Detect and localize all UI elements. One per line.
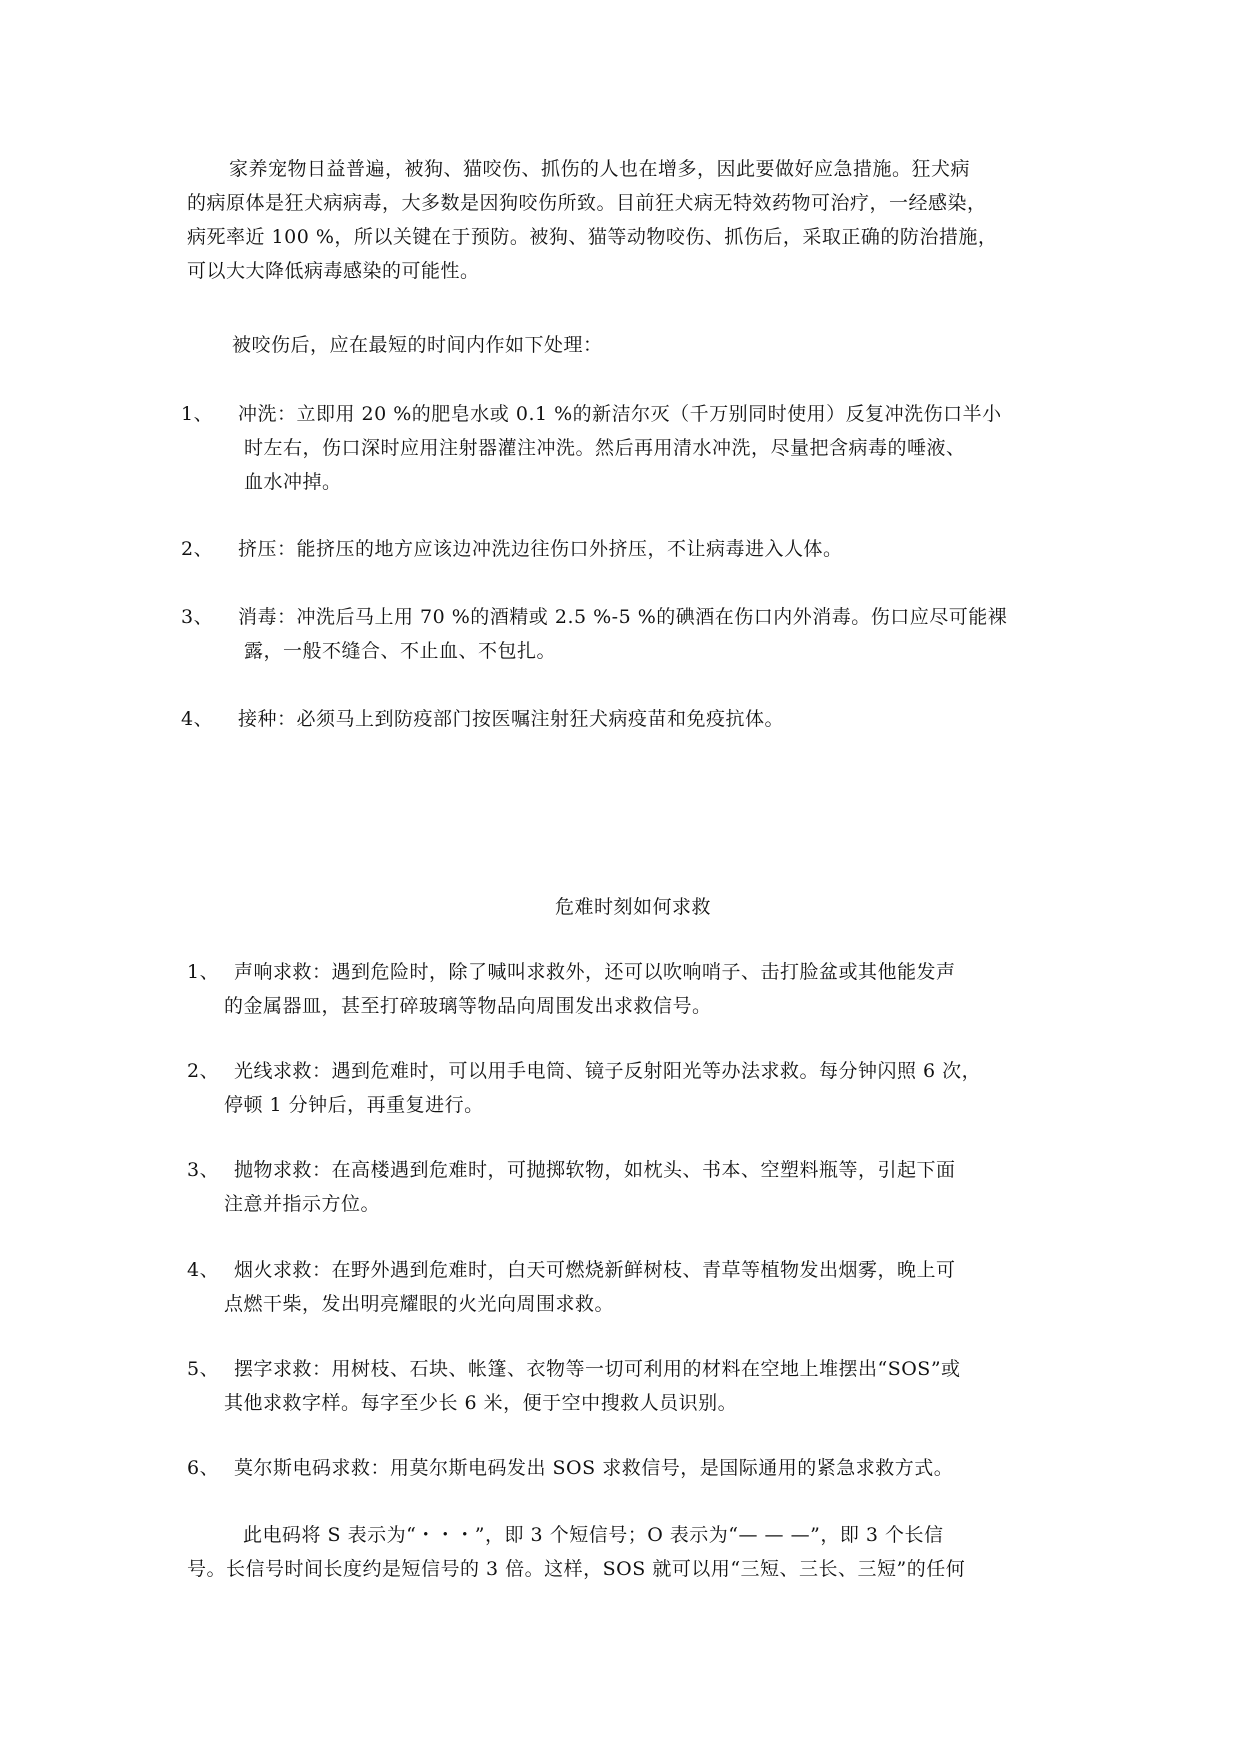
- item-text: [224, 1054, 982, 1122]
- rescue-item-3: [187, 1153, 1087, 1225]
- item-text: [224, 1253, 956, 1321]
- item-line: 烟火求救：在野外遇到危难时，白天可燃烧新鲜树枝、青草等植物发出烟雾，晚上可: [234, 1259, 956, 1281]
- item-text: [224, 1352, 961, 1420]
- after-bite-line: 被咬伤后，应在最短的时间内作如下处理：: [232, 334, 603, 356]
- intro-line: 家养宠物日益普遍，被狗、猫咬伤、抓伤的人也在增多，因此要做好应急措施。狂犬病: [229, 158, 971, 180]
- intro-line: 的病原体是狂犬病病毒，大多数是因狗咬伤所致。目前狂犬病无特效药物可治疗，一经感染，: [187, 192, 987, 214]
- bite-step-4: [181, 702, 1081, 742]
- item-line: 停顿 1 分钟后，再重复进行。: [224, 1094, 484, 1116]
- item-number: 6、: [187, 1457, 220, 1479]
- step-text: [238, 702, 784, 736]
- item-line: 声响求救：遇到危险时，除了喊叫求救外，还可以吹响哨子、击打脸盆或其他能发声: [234, 961, 956, 983]
- item-number: 1、: [187, 961, 220, 983]
- rescue-item-1: [187, 955, 1087, 1027]
- step-text: [238, 600, 1007, 668]
- rescue-item-6: [187, 1451, 1087, 1491]
- step-line: 挤压：能挤压的地方应该边冲洗边往伤口外挤压，不让病毒进入人体。: [238, 538, 843, 560]
- intro-line: 可以大大降低病毒感染的可能性。: [187, 260, 480, 282]
- item-line: 抛物求救：在高楼遇到危难时，可抛掷软物，如枕头、书本、空塑料瓶等，引起下面: [234, 1159, 956, 1181]
- step-number: 3、: [181, 606, 214, 628]
- item-line: 光线求救：遇到危难时，可以用手电筒、镜子反射阳光等办法求救。每分钟闪照 6 次，: [234, 1060, 982, 1082]
- item-text: [234, 1451, 953, 1485]
- step-line: 时左右，伤口深时应用注射器灌注冲洗。然后再用清水冲洗，尽量把含病毒的唾液、: [244, 437, 966, 459]
- bite-step-2: [181, 532, 1081, 572]
- item-number: 4、: [187, 1259, 220, 1281]
- morse-line: 号。长信号时间长度约是短信号的 3 倍。这样，SOS 就可以用“三短、三长、三短”的任何: [187, 1558, 966, 1580]
- step-number: 4、: [181, 708, 214, 730]
- intro-line: 病死率近 100 %，所以关键在于预防。被狗、猫等动物咬伤、抓伤后，采取正确的防治措施，: [187, 226, 998, 248]
- bite-step-3: [181, 600, 1081, 672]
- item-number: 3、: [187, 1159, 220, 1181]
- item-line: 注意并指示方位。: [224, 1193, 381, 1215]
- item-text: [224, 1153, 956, 1221]
- item-line: 的金属器皿，甚至打碎玻璃等物品向周围发出求救信号。: [224, 995, 712, 1017]
- item-number: 5、: [187, 1358, 220, 1380]
- after-bite-text: [232, 328, 603, 362]
- rescue-item-5: [187, 1352, 1087, 1424]
- item-line: 其他求救字样。每字至少长 6 米，便于空中搜救人员识别。: [224, 1392, 738, 1414]
- step-line: 冲洗：立即用 20 %的肥皂水或 0.1 %的新洁尔灭（千万别同时使用）反复冲洗伤口半小: [238, 403, 1002, 425]
- step-number: 2、: [181, 538, 214, 560]
- morse-paragraph: [187, 1518, 965, 1586]
- step-text: [238, 532, 843, 566]
- step-number: 1、: [181, 403, 214, 425]
- rescue-item-4: [187, 1253, 1087, 1325]
- step-line: 接种：必须马上到防疫部门按医嘱注射狂犬病疫苗和免疫抗体。: [238, 708, 785, 730]
- item-text: [224, 955, 956, 1023]
- step-line: 露，一般不缝合、不止血、不包扎。: [244, 640, 557, 662]
- step-line: 血水冲掉。: [244, 471, 342, 493]
- rescue-item-2: [187, 1054, 1087, 1126]
- item-number: 2、: [187, 1060, 220, 1082]
- step-line: 消毒：冲洗后马上用 70 %的酒精或 2.5 %-5 %的碘酒在伤口内外消毒。伤口应尽可能裸: [238, 606, 1008, 628]
- item-line: 摆字求救：用树枝、石块、帐篷、衣物等一切可利用的材料在空地上堆摆出“SOS”或: [234, 1358, 961, 1380]
- morse-line: 此电码将 S 表示为“・・・”，即 3 个短信号；O 表示为“— — —”，即 3 个长信: [243, 1524, 944, 1546]
- bite-step-1: [181, 397, 1081, 507]
- item-line: 莫尔斯电码求救：用莫尔斯电码发出 SOS 求救信号，是国际通用的紧急求救方式。: [234, 1457, 954, 1479]
- step-text: [238, 397, 1002, 499]
- item-line: 点燃干柴，发出明亮耀眼的火光向周围求救。: [224, 1293, 615, 1315]
- section-title: 危难时刻如何求救: [555, 896, 712, 918]
- intro-paragraph: [187, 152, 997, 288]
